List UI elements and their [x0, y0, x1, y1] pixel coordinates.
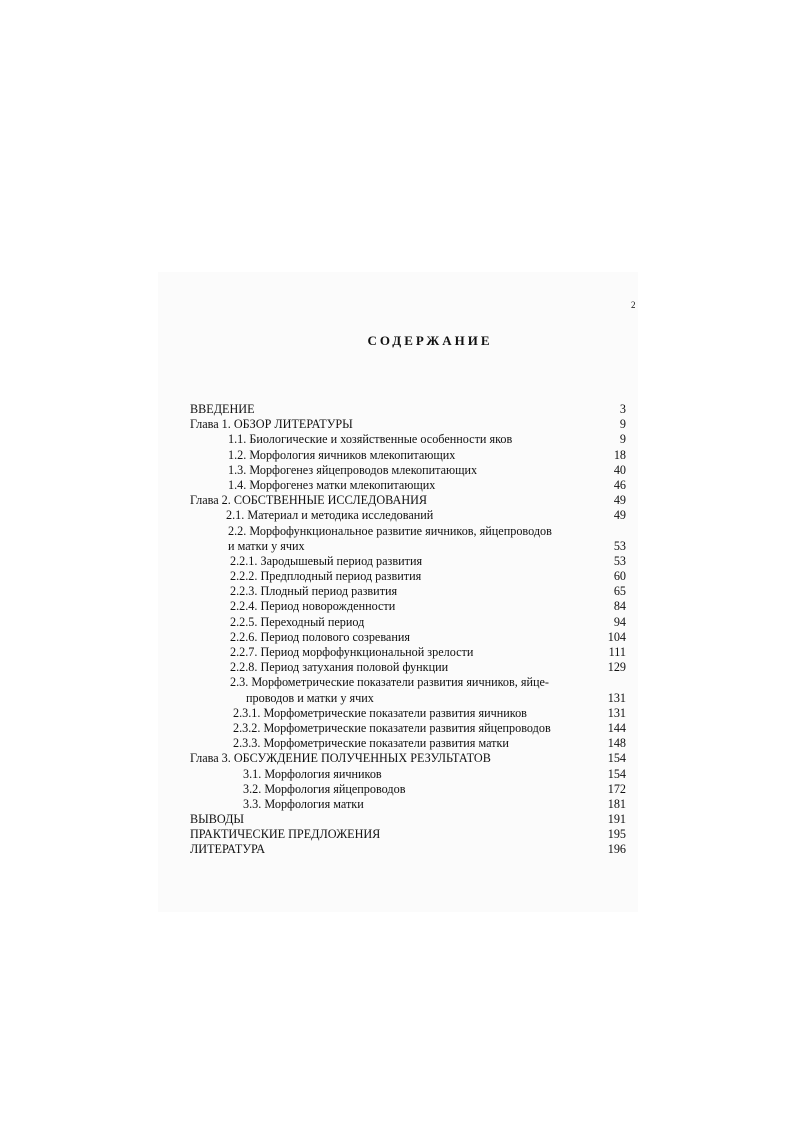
toc-entry-text: 3.3. Морфология матки: [243, 796, 364, 811]
toc-entry-page: 53: [613, 538, 626, 553]
toc-entry-text: ВВЕДЕНИЕ: [190, 402, 255, 416]
toc-entry: [190, 508, 630, 523]
toc-entry-text: проводов и матки у ячих: [246, 690, 374, 705]
toc-entry-text: 2.3.1. Морфометрические показатели развития яичников: [233, 705, 527, 720]
toc-entry: [190, 417, 630, 432]
toc-entry-page: 144: [607, 720, 626, 735]
toc-entry: [190, 478, 630, 493]
toc-entry: [190, 751, 630, 766]
toc-entry: [190, 402, 630, 417]
toc-entry-text: 2.2.3. Плодный период развития: [230, 584, 398, 599]
toc-entry: [190, 630, 630, 645]
toc-entry-text: 2.3. Морфометрические показатели развития яичников, яйце-: [230, 675, 549, 690]
toc-entry-text: 2.2.4. Период новорожденности: [230, 599, 396, 614]
toc-entry-text: 2.3.3. Морфометрические показатели развития матки: [233, 736, 509, 751]
toc-entry: [190, 448, 630, 463]
toc-entry: [190, 524, 630, 539]
page-title: СОДЕРЖАНИЕ: [367, 333, 493, 348]
toc-entry: [190, 706, 630, 721]
toc-entry-page: 148: [607, 736, 626, 751]
toc-entry-text: 1.1. Биологические и хозяйственные особенности яков: [228, 432, 513, 447]
toc-entry: [190, 721, 630, 736]
toc-entry-page: 111: [608, 645, 626, 659]
toc-entry: [190, 767, 630, 782]
toc-entry-text: 1.3. Морфогенез яйцепроводов млекопитающих: [228, 462, 478, 477]
toc-entry-text: 3.1. Морфология яичников: [243, 766, 382, 781]
toc-entry-page: 154: [607, 766, 626, 781]
toc-entry-page: 49: [613, 493, 626, 508]
toc-entry-page: 84: [613, 599, 626, 614]
toc-entry-text: 2.2. Морфофункциональное развитие яичников, яйцепроводов: [228, 523, 552, 538]
toc-entry: [190, 645, 630, 660]
toc-entry: [190, 554, 630, 569]
toc-entry-page: 9: [619, 417, 626, 432]
toc-entry: [190, 599, 630, 614]
toc-entry: [190, 432, 630, 447]
toc-entry-page: 65: [613, 584, 626, 599]
toc-entry-text: 1.4. Морфогенез матки млекопитающих: [228, 477, 436, 492]
toc-entry-text: Глава 2. СОБСТВЕННЫЕ ИССЛЕДОВАНИЯ: [190, 493, 428, 508]
toc-entry: [190, 539, 630, 554]
toc-entry-page: 131: [607, 705, 626, 720]
toc-entry-page: 181: [607, 796, 626, 811]
toc-entry-page: 40: [613, 462, 626, 477]
toc-entry: [190, 584, 630, 599]
toc-entry-page: 131: [607, 690, 626, 705]
toc-entry-text: 2.2.6. Период полового созревания: [230, 629, 410, 644]
toc-entry-page: 191: [607, 812, 626, 827]
toc-entry-text: ПРАКТИЧЕСКИЕ ПРЕДЛОЖЕНИЯ: [190, 827, 381, 842]
toc-entry: [190, 660, 630, 675]
toc-entry-text: 2.2.2. Предплодный период развития: [230, 569, 422, 584]
toc-entry: [190, 842, 630, 857]
toc-entry-text: 1.2. Морфология яичников млекопитающих: [228, 447, 456, 462]
toc-entry: [190, 675, 630, 690]
toc-entry-page: 104: [607, 629, 626, 644]
toc-entry-text: Глава 1. ОБЗОР ЛИТЕРАТУРЫ: [190, 417, 353, 432]
toc-entry-page: 94: [613, 614, 626, 629]
toc-entry-text: 2.2.8. Период затухания половой функции: [230, 660, 449, 675]
toc-entry: [190, 736, 630, 751]
toc-entry-page: 60: [613, 569, 626, 584]
table-of-contents: [190, 402, 630, 858]
toc-entry-page: 53: [613, 553, 626, 568]
toc-entry-text: ВЫВОДЫ: [190, 812, 245, 827]
toc-entry-page: 195: [607, 827, 626, 842]
toc-entry: [190, 615, 630, 630]
toc-entry-text: 2.1. Материал и методика исследований: [226, 508, 434, 523]
toc-entry-text: Глава 3. ОБСУЖДЕНИЕ ПОЛУЧЕННЫХ РЕЗУЛЬТАТОВ: [190, 751, 491, 766]
toc-entry: [190, 782, 630, 797]
toc-entry: [190, 827, 630, 842]
toc-entry-text: 3.2. Морфология яйцепроводов: [243, 781, 406, 796]
page-number: 2: [631, 300, 636, 310]
toc-entry: [190, 812, 630, 827]
toc-entry-text: и матки у ячих: [228, 538, 305, 553]
toc-entry: [190, 797, 630, 812]
toc-entry-text: 2.3.2. Морфометрические показатели развития яйцепроводов: [233, 720, 551, 735]
toc-entry-page: 3: [619, 402, 626, 416]
toc-entry-page: 18: [613, 447, 626, 462]
toc-entry-page: 154: [607, 751, 626, 766]
toc-entry-page: 129: [607, 660, 626, 675]
toc-entry: [190, 569, 630, 584]
toc-entry-text: 2.2.1. Зародышевый период развития: [230, 553, 423, 568]
toc-entry-page: 49: [613, 508, 626, 523]
toc-entry-text: 2.2.7. Период морфофункциональной зрелости: [230, 645, 474, 659]
toc-entry: [190, 691, 630, 706]
toc-entry-page: 172: [607, 781, 626, 796]
toc-entry-text: 2.2.5. Переходный период: [230, 614, 365, 629]
toc-entry: [190, 493, 630, 508]
toc-entry-text: ЛИТЕРАТУРА: [190, 842, 265, 857]
toc-entry-page: 9: [619, 432, 626, 447]
toc-entry: [190, 463, 630, 478]
toc-entry-page: 46: [613, 477, 626, 492]
toc-entry-page: 196: [607, 842, 626, 857]
